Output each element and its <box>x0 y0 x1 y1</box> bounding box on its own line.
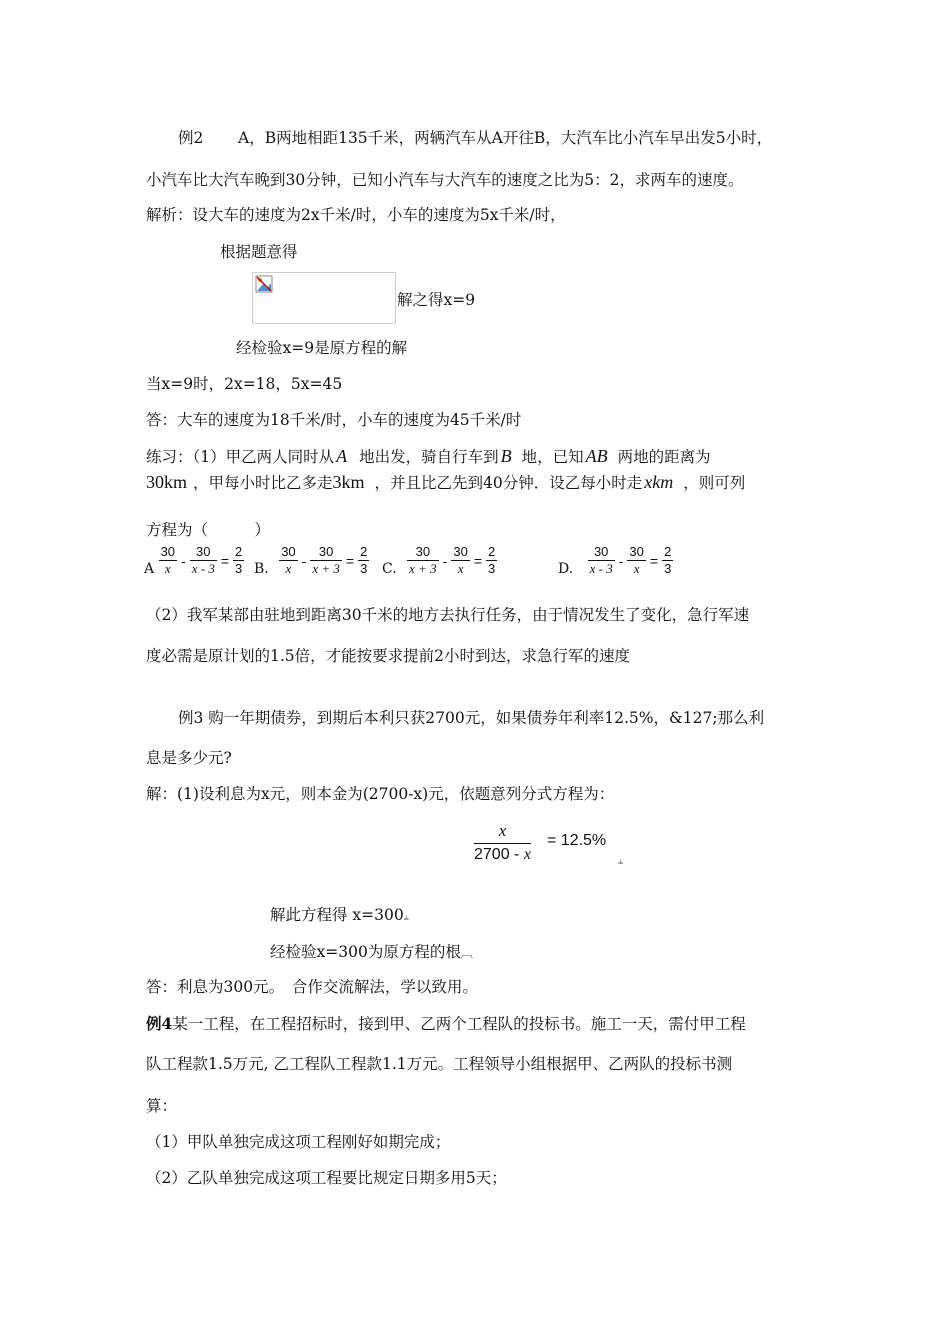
paragraph-mark-icon: ⫨ <box>403 913 409 923</box>
ex2-label: 例2 <box>178 129 204 147</box>
fraction: $\frac{30}{x - 3}$ <box>589 544 613 576</box>
ex2-solve: 解之得x=9 <box>397 291 476 309</box>
practice-text-d: 两地的距离为 <box>617 448 711 466</box>
ex3-check: 经检验x=300为原方程的根︹ <box>270 943 473 961</box>
fraction: $\frac{2}{3}$ <box>235 544 243 576</box>
symbol-a: A <box>336 446 348 466</box>
fraction: $\frac{30}{x - 3}$ <box>191 544 215 576</box>
broken-image-icon <box>255 275 273 293</box>
symbol-30km: 30km <box>146 472 188 492</box>
fraction: $\frac{2}{3}$ <box>360 544 368 576</box>
ex3-solve: 解此方程得 x=300⫨ <box>270 906 409 924</box>
paragraph-mark-icon: ⫨ <box>618 857 624 867</box>
practice-line2 <box>146 472 745 493</box>
option-letter: C. <box>382 561 397 577</box>
practice-line1 <box>146 446 711 467</box>
ex2-line1: A，B两地相距135千米，两辆汽车从A开往B，大汽车比小汽车早出发5小时， <box>238 129 773 147</box>
practice-text-g: ，则可列 <box>683 474 746 492</box>
option-b: B. $\frac{30}{x}$ - $\frac{30}{x + 3}$ = $\frac{2}{3}$ <box>254 544 368 577</box>
symbol-b: B <box>500 446 512 466</box>
option-a: A $\frac{30}{x}$ - $\frac{30}{x - 3}$ = $\frac{2}{3}$ <box>144 544 243 577</box>
option-c: C. $\frac{30}{x + 3}$ - $\frac{30}{x}$ = $\frac{2}{3}$ <box>382 544 496 577</box>
option-d: D. $\frac{30}{x - 3}$ - $\frac{30}{x}$ = $\frac{2}{3}$ <box>558 544 672 577</box>
practice-text-b: 地出发，骑自行车到 <box>359 448 499 466</box>
ex2-check: 经检验x=9是原方程的解 <box>236 339 408 357</box>
fraction: $\frac{2}{3}$ <box>488 544 496 576</box>
practice-line3: 方程为（ ） <box>146 521 271 539</box>
ex2-line3: 解析：设大车的速度为2x千米/时，小车的速度为5x千米/时， <box>146 206 566 224</box>
ex2-line2: 小汽车比大汽车晚到30分钟，已知小汽车与大汽车的速度之比为5：2，求两车的速度。 <box>146 171 744 189</box>
ex4-item2: （2）乙队单独完成这项工程要比规定日期多用5天； <box>146 1169 507 1187</box>
ex3-fraction: x 2700 - x <box>474 821 531 863</box>
symbol-3km: 3km <box>332 472 365 492</box>
option-letter: D. <box>558 561 574 577</box>
ex4-item1: （1）甲队单独完成这项工程刚好如期完成； <box>146 1133 451 1151</box>
fraction: $\frac{30}{x + 3}$ <box>312 544 340 576</box>
practice-text-e: ，甲每小时比乙多走 <box>193 474 333 492</box>
practice-text-c: 地，已知 <box>521 448 584 466</box>
fraction: $\frac{30}{x}$ <box>453 544 468 576</box>
ex2-line5: 当x=9时，2x=18，5x=45 <box>146 375 343 393</box>
fraction: $\frac{2}{3}$ <box>664 544 672 576</box>
ex4-line3: 算： <box>146 1097 178 1115</box>
symbol-xkm: xkm <box>644 472 674 492</box>
practice-text-f: ，并且比乙先到40分钟．设乙每小时走 <box>374 474 643 492</box>
ex2-answer: 答：大车的速度为18千米/时，小车的速度为45千米/时 <box>146 411 522 429</box>
ex4-line1: 例4某一工程，在工程招标时，接到甲、乙两个工程队的投标书。施工一天，需付甲工程 <box>146 1014 746 1033</box>
practice-q2-line1: （2）我军某部由驻地到距离30千米的地方去执行任务，由于情况发生了变化，急行军速 <box>146 606 750 624</box>
ex3-line3: 解：(1)设利息为x元，则本金为(2700-x)元，依题意列分式方程为： <box>146 785 615 803</box>
practice-q2-line2: 度必需是原计划的1.5倍，才能按要求提前2小时到达，求急行军的速度 <box>146 647 631 665</box>
practice-text-a: 练习：（1）甲乙两人同时从 <box>146 448 335 466</box>
fraction: $\frac{30}{x}$ <box>629 544 644 576</box>
fraction: $\frac{30}{x}$ <box>281 544 296 576</box>
ex3-answer: 答：利息为300元。 合作交流解法，学以致用。 <box>146 978 478 996</box>
ex3-equation-rhs: = 12.5% <box>547 832 607 849</box>
ex4-line2: 队工程款1.5万元, 乙工程队工程款1.1万元。工程领导小组根据甲、乙两队的投标书测 <box>146 1055 733 1073</box>
ex3-line2: 息是多少元? <box>146 749 232 767</box>
line-break-mark-icon: ︹ <box>460 946 473 960</box>
fraction: $\frac{30}{x}$ <box>160 544 176 576</box>
symbol-ab: AB <box>585 446 608 466</box>
fraction: $\frac{30}{x + 3}$ <box>409 544 437 576</box>
ex3-line1: 例3 购一年期债券，到期后本利只获2700元，如果债券年利率12.5%，&127;那么利 <box>178 709 765 727</box>
broken-image-placeholder <box>252 272 396 324</box>
option-letter: B. <box>254 561 269 577</box>
ex4-label: 例4 <box>146 1014 173 1033</box>
option-letter: A <box>144 561 155 577</box>
ex2-line4: 根据题意得 <box>220 243 298 261</box>
